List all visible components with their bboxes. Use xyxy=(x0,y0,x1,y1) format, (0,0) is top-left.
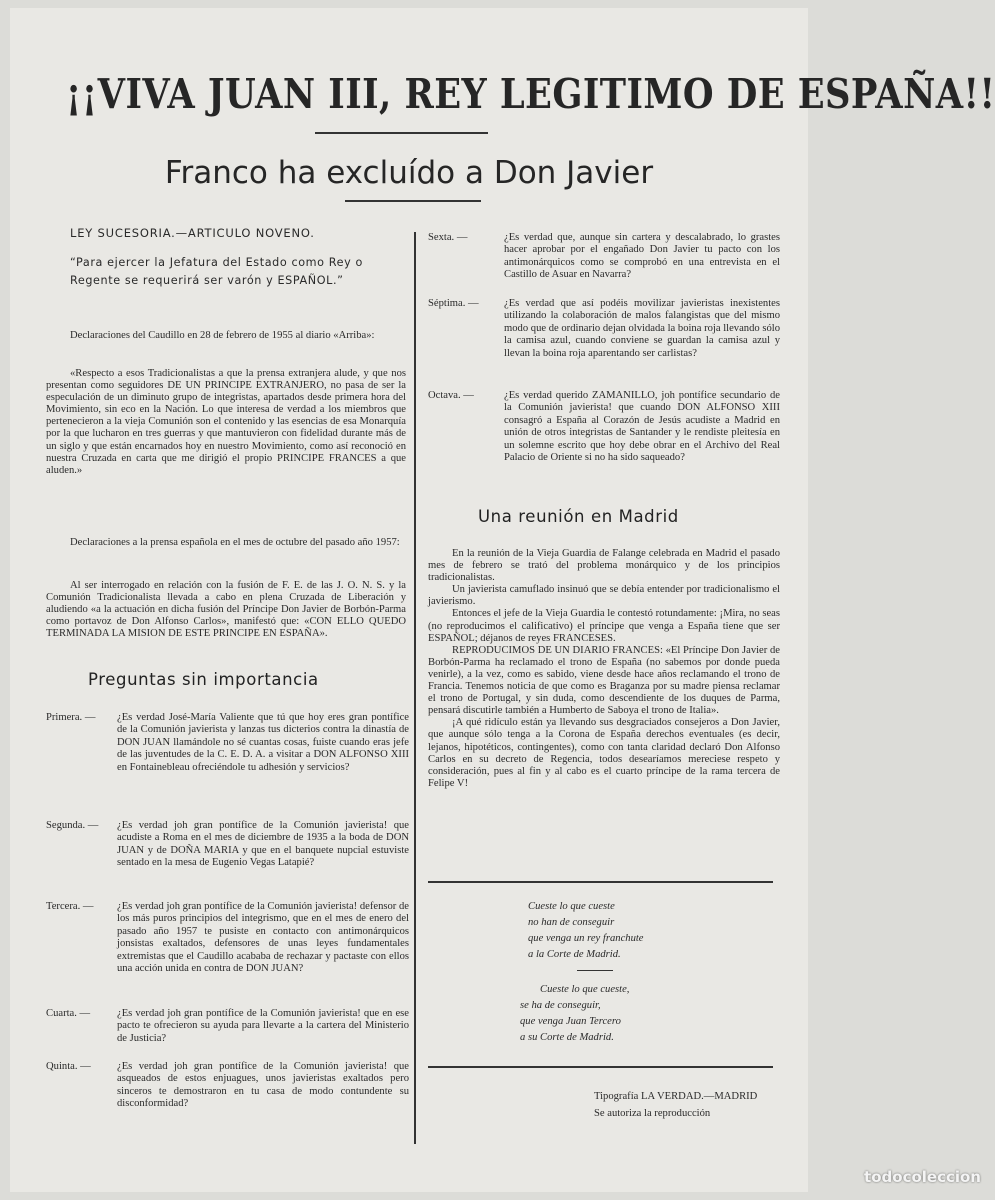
poem-separator xyxy=(577,970,613,971)
declaration-intro-1: Declaraciones del Caudillo en 28 de febrero de 1955 al diario «Arriba»: xyxy=(70,330,375,341)
question-label: Segunda. — xyxy=(46,820,99,831)
ley-quote: “Para ejercer la Jefatura del Estado como Rey o Regente se requerirá ser varón y ESPAÑOL.” xyxy=(70,256,363,287)
page-subtitle: Franco ha excluído a Don Javier xyxy=(164,155,654,191)
reunion-paragraph: Un javierista camuflado insinuó que se debía entender por tradicionalismo el javierismo. xyxy=(428,584,780,608)
question-text: ¿Es verdad querido ZAMANILLO, joh pontífice secundario de la Comunión javierista! que cuando DON ALFONSO XIII consagró a España al Corazón de Jesús acudiste a Madrid en unión de otros integristas de Santander y le rendiste pleitesía en un solemne escrito que hoy debe obrar en el Archivo del Real Palacio de Oriente si no ha sido saqueado? xyxy=(504,390,780,464)
reunion-paragraph: REPRODUCIMOS DE UN DIARIO FRANCES: «El Príncipe Don Javier de Borbón-Parma ha reclamado el trono de España (no sabemos por donde pueda venirle), a la vez, como es sabido, viene desde hace años reclamando el trono de Francia. Tenemos noticia de que como es Braganza por su madre piensa reclamar el trono de Portugal, y sin duda, como descendiente de los duques de Parma, pensará discutirle también a Humberto de Saboya el trono de Italia». xyxy=(428,644,780,717)
subtitle-underline xyxy=(345,200,481,202)
poem-line: no han de conseguir xyxy=(528,917,615,928)
poem-line: a su Corte de Madrid. xyxy=(520,1032,614,1043)
poem-stanza-1 xyxy=(528,899,644,963)
reunion-heading: Una reunión en Madrid xyxy=(478,507,679,526)
ley-heading: LEY SUCESORIA.—ARTICULO NOVENO. xyxy=(70,226,315,240)
question-label: Quinta. — xyxy=(46,1061,91,1072)
question-label: Séptima. — xyxy=(428,298,479,309)
poem-line: que venga Juan Tercero xyxy=(520,1016,621,1027)
reunion-paragraph: ¡A qué ridículo están ya llevando sus desgraciados consejeros a Don Javier, que aunque sólo tenga a la Corona de España derechos eventuales (es decir, lejanos, hipotéticos, contingentes), como con tanta claridad declaró Don Alfonso Carlos en su decreto de Regencia, todos desearíamos mereciese respeto y consideración, pues al fin y al cabo es el cuarto príncipe de la rama tercera de Felipe V! xyxy=(428,717,780,789)
left-fusion-paragraph xyxy=(46,580,406,640)
fusion-paragraph: Al ser interrogado en relación con la fusión de F. E. de las J. O. N. S. y la Comunión Tradicionalista llevada a cabo en plena Cruzada de Liberación y aludiendo «a la actuación en dicha fusión del Príncipe Don Javier de Borbón-Parma como portavoz de Don Alfonso Carlos», manifestó que: «CON ELLO QUEDO TERMINADA LA MISION DE ESTE PRINCIPE EN ESPAÑA». xyxy=(46,580,406,640)
question-label: Cuarta. — xyxy=(46,1008,91,1019)
poem-line: se ha de conseguir, xyxy=(520,1000,601,1011)
declaration-intro-2: Declaraciones a la prensa española en el mes de octubre del pasado año 1957: xyxy=(70,537,400,548)
poem-stanza-2 xyxy=(520,982,629,1046)
preguntas-heading: Preguntas sin importancia xyxy=(88,670,319,689)
imprint xyxy=(594,1088,757,1122)
question-text: ¿Es verdad José-María Valiente que tú que hoy eres gran pontífice de la Comunión javierista y lanzas tus dicterios contra la dinastía de DON JUAN llamándole no sé cuantas cosas, fuiste cuando eras jefe de las juventudes de la C. E. D. A. a visitar a DON ALFONSO XIII en Fontainebleau ofreciéndole tu adhesión y servicios? xyxy=(117,712,409,773)
left-quote-block xyxy=(46,368,406,477)
poem-top-rule xyxy=(428,881,773,883)
caudillo-quote: «Respecto a esos Tradicionalistas a que la prensa extranjera alude, y que nos presentan como seguidores DE UN PRINCIPE EXTRANJERO, no pasa de ser la especulación de un diminuto grupo de integristas, apartados desde primera hora del Movimiento, sin eco en la Nación. Lo que interesa de verdad a los miembros que pertenecieron a la vieja Comunión son el contenido y las esencias de esa Monarquía por la que lucharon en tres guerras y que mantuvieron con fidelidad durante más de un siglo y que están encarnados hoy en nuestro Movimiento, como así reconoció en nuestra Cruzada en carta que me dirigió el propio PRINCIPE FRANCES a que aluden.» xyxy=(46,368,406,476)
question-text: ¿Es verdad que, aunque sin cartera y descalabrado, lo grastes hacer aprobar por el engañado Don Javier tu pacto con los antimonárquicos como se comprobó en una entrevista en el Castillo de Asuar en Navarra? xyxy=(504,232,780,281)
poem-line: que venga un rey franchute xyxy=(528,933,644,944)
poem-bottom-rule xyxy=(428,1066,773,1068)
left-declarations-1 xyxy=(46,330,406,342)
question-label: Tercera. — xyxy=(46,901,94,912)
reunion-paragraph: En la reunión de la Vieja Guardia de Falange celebrada en Madrid el pasado mes de febrero se trató del problema monárquico y de los principios tradicionalistas. xyxy=(428,548,780,584)
question-text: ¿Es verdad joh gran pontífice de la Comunión javierista! que en ese pacto te ofrecieron su ayuda para llevarte a la cartera del Ministerio de Justicia? xyxy=(117,1008,409,1044)
imprint-permission: Se autoriza la reproducción xyxy=(594,1108,711,1119)
question-label: Sexta. — xyxy=(428,232,468,243)
page-title: ¡¡VIVA JUAN III, REY LEGITIMO DE ESPAÑA!! xyxy=(65,70,995,118)
column-divider xyxy=(414,232,416,1144)
poem-line: Cueste lo que cueste xyxy=(528,901,615,912)
watermark: todocoleccion xyxy=(864,1168,981,1186)
question-text: ¿Es verdad que así podéis movilizar javieristas inexistentes utilizando la colaboración de malos falangistas que del mismo modo que de ordinario dejan olvidada la boina roja llevando sólo la camisa azul, cuando conviene se guardan la camisa azul y llevan la boina roja aparentando ser carlistas? xyxy=(504,298,780,359)
question-label: Primera. — xyxy=(46,712,96,723)
reunion-paragraph: Entonces el jefe de la Vieja Guardia le contestó rotundamente: ¡Mira, no seas (no reproducimos el calificativo) el príncipe que venga a España tiene que ser ESPAÑOL; déjanos de reyes FRANCESES. xyxy=(428,608,780,644)
title-underline xyxy=(315,132,488,134)
imprint-printer: Tipografía LA VERDAD.—MADRID xyxy=(594,1091,758,1102)
left-declarations-2 xyxy=(46,537,406,549)
question-text: ¿Es verdad joh gran pontífice de la Comunión javierista! que asqueados de estos enjuagues, unos javieristas exaltados pero sinceros te demostraron en tu casa de modo contundente su disconformidad? xyxy=(117,1061,409,1110)
reunion-text xyxy=(428,548,780,790)
poem-line: a la Corte de Madrid. xyxy=(528,949,621,960)
poem-line: Cueste lo que cueste, xyxy=(540,984,630,995)
question-label: Octava. — xyxy=(428,390,474,401)
question-text: ¿Es verdad joh gran pontífice de la Comunión javierista! que acudiste a Roma en el mes de diciembre de 1935 a la boda de DON JUAN y de DOÑA MARIA y que en el banquete nupcial estuviste sentado en la mesa de Eugenio Vegas Latapié? xyxy=(117,820,409,869)
question-text: ¿Es verdad joh gran pontífice de la Comunión javierista! defensor de los más puros principios del integrismo, que en el mes de enero del pasado año 1957 te pusiste en contacto con antimonárquicos jonsistas exaltados, defensores de unas leyes fundamentales extremistas que el Caudillo acababa de rechazar y pactaste con ellos una acción unida en contra de DON JUAN? xyxy=(117,901,409,975)
